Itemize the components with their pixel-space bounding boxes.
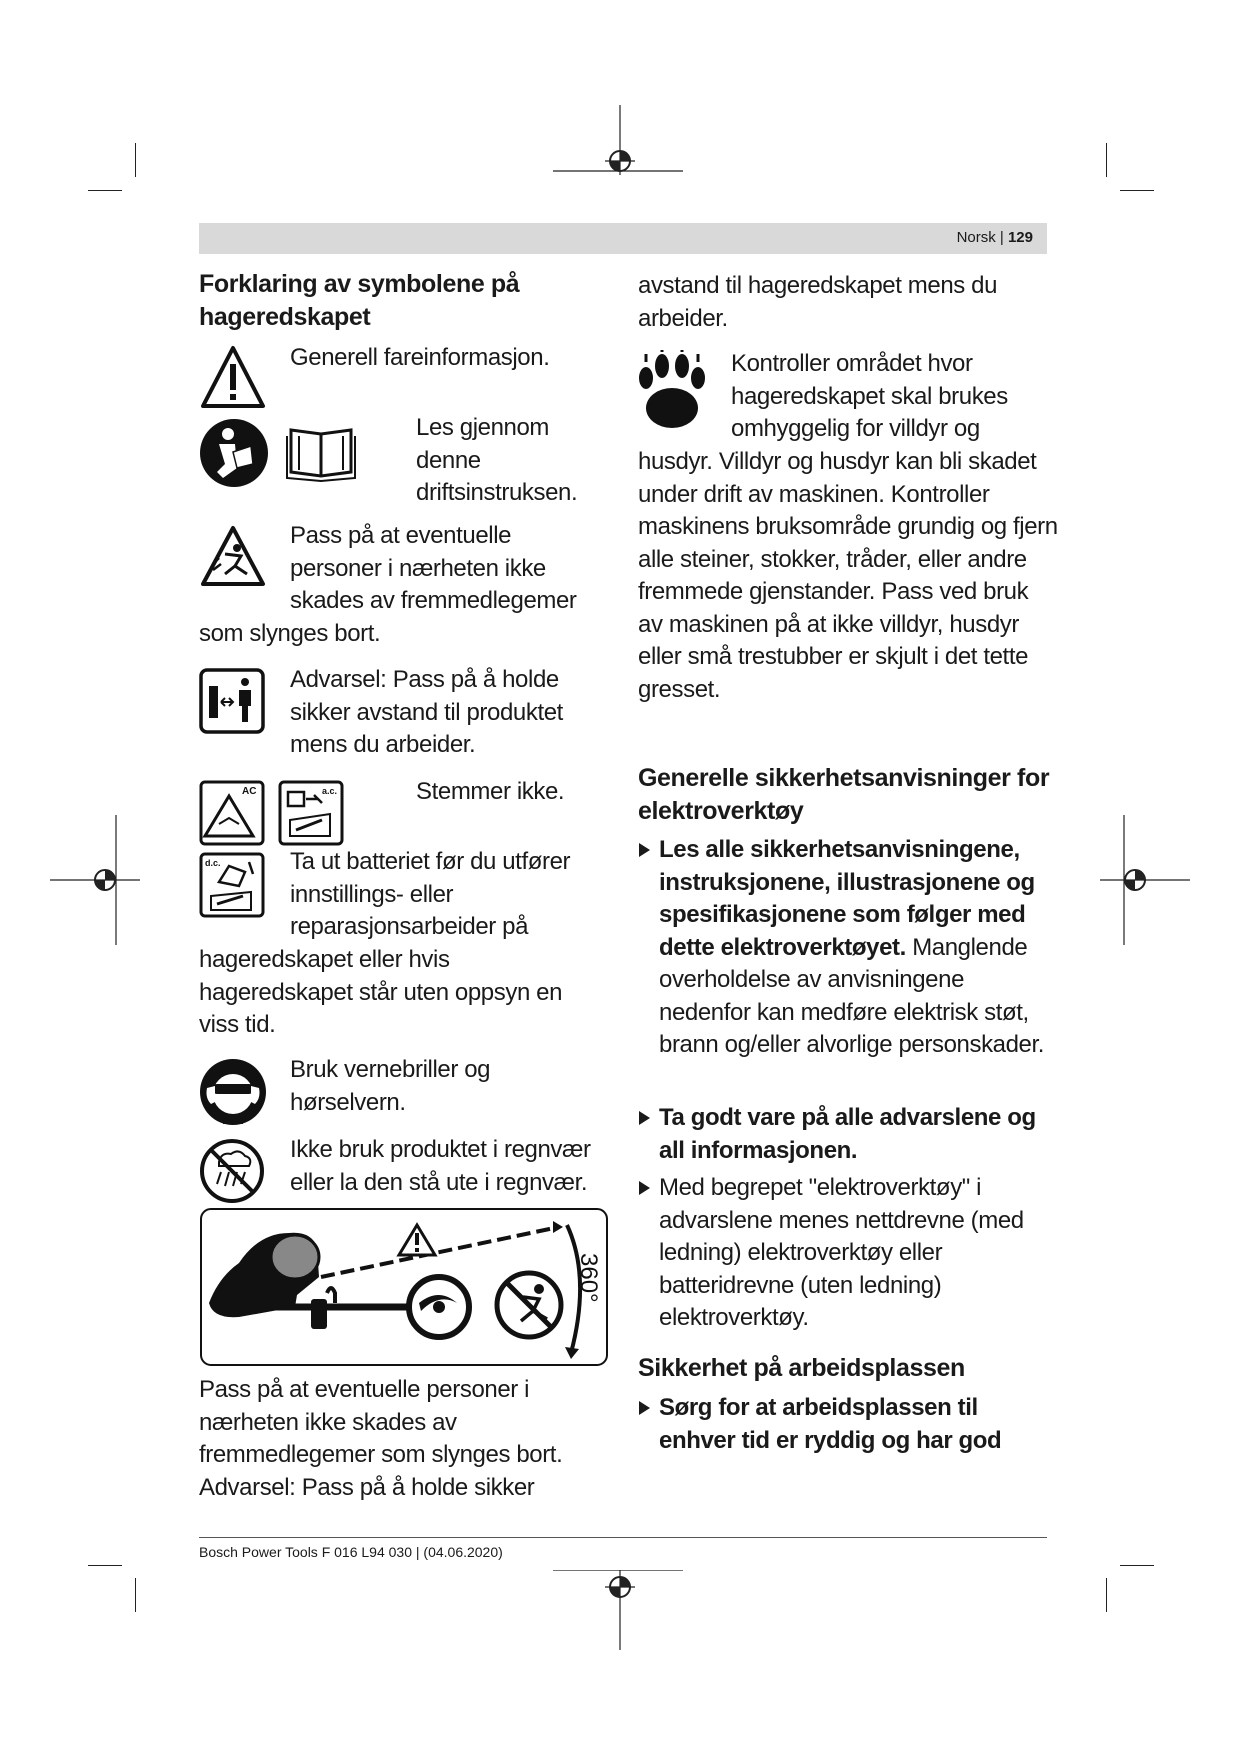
bullet-tidy-workplace — [659, 1392, 1059, 1457]
bullet-power-tool-term — [659, 1172, 1059, 1335]
page-header — [199, 223, 1047, 254]
ac-unplug-icon — [278, 780, 344, 846]
ac-label-2: a.c. — [322, 786, 338, 796]
bottom-left-paragraph: Pass på at eventuelle personer i nærheten ikke skades av fremmedlegemer som slynges bort. Advarsel: Pass på å holde sikker — [199, 1376, 563, 1501]
bullet-triangle-icon — [639, 843, 650, 857]
header-text: Norsk | 129 — [956, 229, 1033, 246]
bullet-triangle-icon — [639, 1181, 650, 1195]
wildlife-text-continued: husdyr. Villdyr og husdyr kan bli skadet under drift av maskinen. Kontroller maskinens bruksområde grundig og fjern alle steiner, stokker, tråder, eller andre fremmede gjenstander. Pass ved bruk av maskinen på at ikke villdyr, husdyr eller små trestubber er skjult i det tette gresset. — [638, 448, 1058, 703]
bullet2-bold-text: Ta godt vare på alle advarslene og all informasjonen. — [659, 1104, 1036, 1164]
bystanders-text-wrapped: Pass på at eventuelle personer i nærheten ikke skades av fremmedlegemer — [290, 522, 577, 614]
warning-triangle-icon — [199, 344, 267, 410]
no-rain-icon — [199, 1138, 265, 1204]
symbols-heading: Forklaring av symbolene på hageredskapet — [199, 270, 520, 331]
rain-text: Ikke bruk produktet i regnvær eller la den stå ute i regnvær. — [290, 1136, 591, 1196]
right-top-paragraph: avstand til hageredskapet mens du arbeider. — [638, 272, 998, 332]
header-language: Norsk — [956, 229, 996, 246]
bullet1-rest-text: Manglende overholdelse av anvisningene nedenfor kan medføre elektrisk støt, brann og/eller alvorlige personskader. — [659, 933, 1045, 1058]
page-number: 129 — [1007, 229, 1033, 246]
bystanders-text-continued: som slynges bort. — [199, 620, 381, 647]
eye-ear-protection-icon — [199, 1058, 267, 1126]
keep-distance-icon — [199, 668, 265, 734]
footer-text: Bosch Power Tools F 016 L94 030 | (04.06.2020) — [199, 1544, 503, 1560]
not-applicable-text: Stemmer ikke. — [416, 778, 565, 805]
trimmer-danger-zone-illustration — [199, 1207, 609, 1367]
open-book-icon — [285, 420, 357, 482]
ac-label: AC — [242, 786, 257, 797]
general-hazard-text: Generell fareinformasjon. — [290, 344, 550, 371]
remove-battery-icon — [199, 852, 265, 918]
footer-divider — [199, 1537, 1047, 1538]
general-safety-heading: Generelle sikkerhetsanvisninger for elektroverktøy — [638, 764, 1050, 825]
bullet3-text: Med begrepet "elektroverktøy" i advarslene menes nettdrevne (med ledning) elektroverktøy eller batteridrevne (uten ledning) elektroverktøy. — [659, 1174, 1024, 1331]
workplace-safety-heading: Sikkerhet på arbeidsplassen — [638, 1354, 965, 1382]
bullet-triangle-icon — [639, 1401, 650, 1415]
bullet-keep-warnings — [659, 1102, 1059, 1167]
bullet-read-instructions — [659, 834, 1059, 1062]
read-manual-text: Les gjennom denne driftsinstruksen. — [416, 414, 578, 506]
thrown-objects-warning-icon — [199, 524, 267, 588]
wildlife-text-wrapped: Kontroller området hvor hageredskapet skal brukes omhyggelig for villdyr og — [731, 350, 1008, 442]
protection-text: Bruk vernebriller og hørselvern. — [290, 1056, 491, 1116]
dc-label: d.c. — [205, 858, 221, 868]
battery-text-wrapped: Ta ut batteriet før du utfører innstillings- eller reparasjonsarbeider på — [290, 848, 571, 940]
distance-warning-text: Advarsel: Pass på å holde sikker avstand til produktet mens du arbeider. — [290, 666, 563, 758]
paw-icon — [638, 350, 706, 430]
registration-mark-top — [553, 105, 683, 175]
read-manual-icon — [199, 418, 269, 488]
bullet1-bold-text: Les alle sikkerhetsanvisningene, instruksjonene, illustrasjonene og spesifikasjonene som følger med dette elektroverktøyet. — [659, 836, 1035, 961]
bullet4-bold-text: Sørg for at arbeidsplassen til enhver tid er ryddig og har god — [659, 1394, 1002, 1454]
ac-mains-warning-icon — [199, 780, 265, 846]
registration-mark-right — [1100, 815, 1190, 945]
bullet-triangle-icon — [639, 1111, 650, 1125]
registration-mark-bottom — [553, 1570, 683, 1650]
battery-text-continued: hageredskapet eller hvis hageredskapet står uten oppsyn en viss tid. — [199, 946, 563, 1038]
degrees-label: 360° — [575, 1253, 602, 1303]
registration-mark-left — [50, 815, 140, 945]
